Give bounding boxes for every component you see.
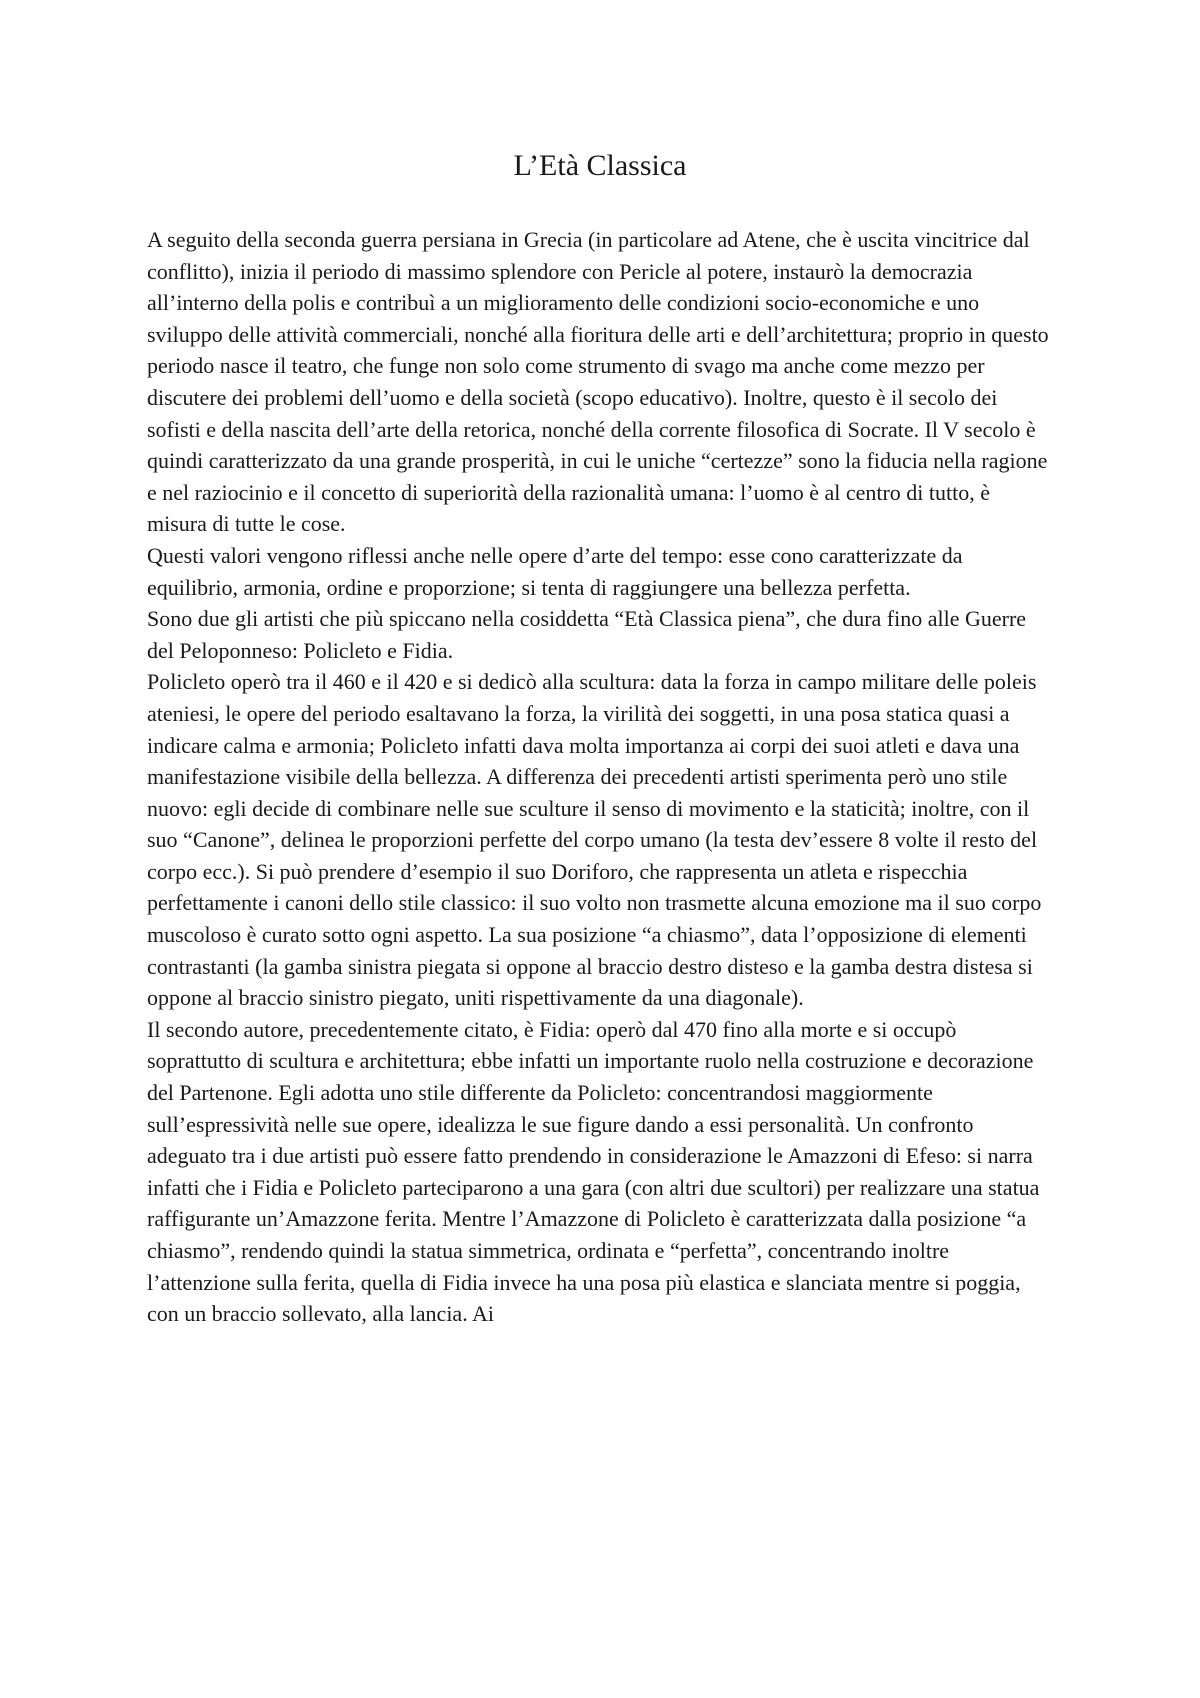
document-title: L’Età Classica xyxy=(513,149,687,182)
paragraph: Questi valori vengono riflessi anche nelle opere d’arte del tempo: esse cono caratterizzate da equilibrio, armonia, ordine e proporzione; si tenta di raggiungere una bellezza perfetta. xyxy=(147,542,963,600)
paragraph: A seguito della seconda guerra persiana in Grecia (in particolare ad Atene, che è uscita vincitrice dal conflitto), inizia il periodo di massimo splendore con Pericle al potere, instaurò la democrazia all’interno della polis e contribuì a un miglioramento delle condizioni socio-economiche e uno sviluppo delle attività commerciali, nonché alla fioritura delle arti e dell’architettura; proprio in questo periodo nasce il teatro, che funge non solo come strumento di svago ma anche come mezzo per discutere dei problemi dell’uomo e della società (scopo educativo). Inoltre, questo è il secolo dei sofisti e della nascita dell’arte della retorica, nonché della corrente filosofica di Socrate. Il V secolo è quindi caratterizzato da una grande prosperità, in cui le uniche “certezze” sono la fiducia nella ragione e nel raziocinio e il concetto di superiorità della razionalità umana: l’uomo è al centro di tutto, è misura di tutte le cose. xyxy=(147,227,1049,537)
paragraph: Policleto operò tra il 460 e il 420 e si dedicò alla scultura: data la forza in campo militare delle poleis ateniesi, le opere del periodo esaltavano la forza, la virilità dei soggetti, in una posa statica quasi a indicare calma e armonia; Policleto infatti dava molta importanza ai corpi dei suoi atleti e dava una manifestazione visibile della bellezza. A differenza dei precedenti artisti sperimenta però uno stile nuovo: egli decide di combinare nelle sue sculture il senso di movimento e la staticità; inoltre, con il suo “Canone”, delinea le proporzioni perfette del corpo umano (la testa dev’essere 8 volte il resto del corpo ecc.). Si può prendere d’esempio il suo Doriforo, che rappresenta un atleta e rispecchia perfettamente i canoni dello stile classico: il suo volto non trasmette alcuna emozione ma il suo corpo muscoloso è curato sotto ogni aspetto. La sua posizione “a chiasmo”, data l’opposizione di elementi contrastanti (la gamba sinistra piegata si oppone al braccio destro disteso e la gamba destra distesa si oppone al braccio sinistro piegato, uniti rispettivamente da una diagonale). xyxy=(147,669,1042,1011)
paragraph: Il secondo autore, precedentemente citato, è Fidia: operò dal 470 fino alla morte e si occupò soprattutto di scultura e architettura; ebbe infatti un importante ruolo nella costruzione e decorazione del Partenone. Egli adotta uno stile differente da Policleto: concentrandosi maggiormente sull’espressività nelle sue opere, idealizza le sue figure dando a essi personalità. Un confronto adeguato tra i due artisti può essere fatto prendendo in considerazione le Amazzoni di Efeso: si narra infatti che i Fidia e Policleto parteciparono a una gara (con altri due scultori) per realizzare una statua raffigurante un’Amazzone ferita. Mentre l’Amazzone di Policleto è caratterizzata dalla posizione “a chiasmo”, rendendo quindi la statua simmetrica, ordinata e “perfetta”, concentrando inoltre l’attenzione sulla ferita, quella di Fidia invece ha una posa più elastica e slanciata mentre si poggia, con un braccio sollevato, alla lancia. Ai xyxy=(147,1016,1040,1327)
document-body xyxy=(147,224,1055,1330)
paragraph: Sono due gli artisti che più spiccano nella cosiddetta “Età Classica piena”, che dura fino alle Guerre del Peloponneso: Policleto e Fidia. xyxy=(147,606,1027,663)
